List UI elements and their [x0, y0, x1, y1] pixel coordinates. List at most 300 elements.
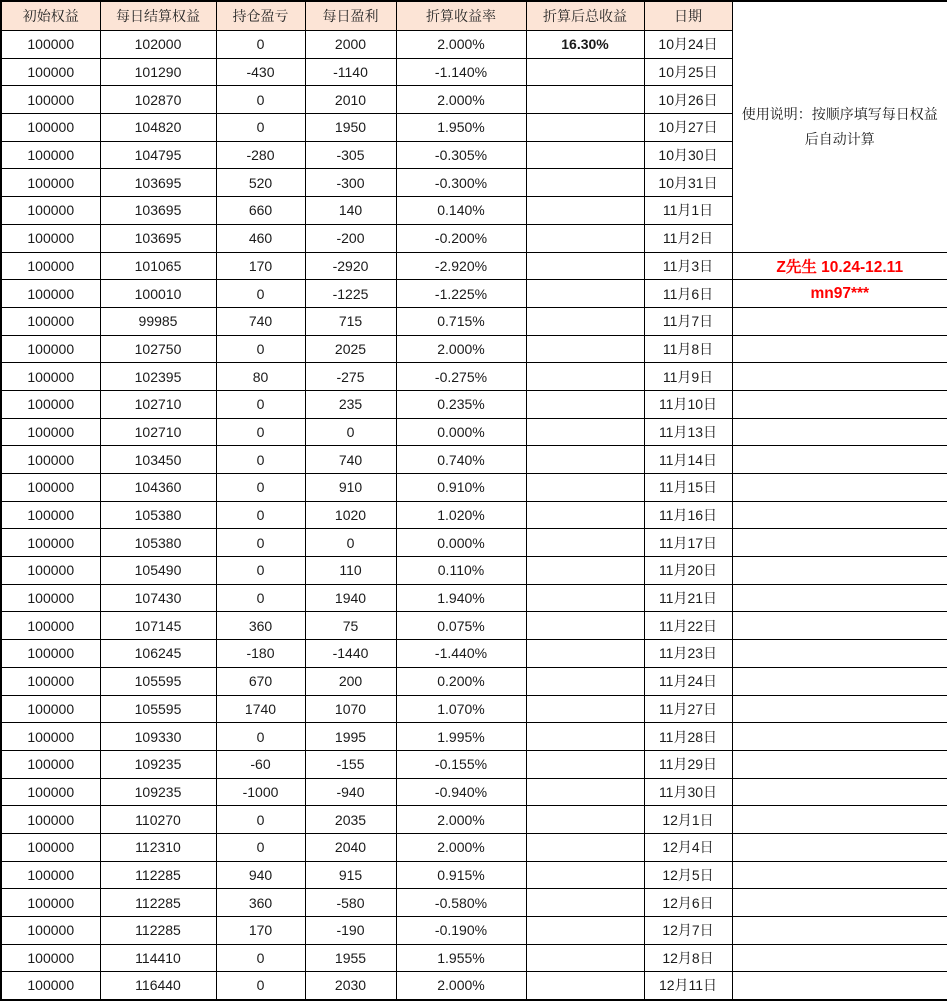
side-empty-cell[interactable]	[732, 667, 947, 695]
cell-total-return[interactable]	[526, 474, 644, 502]
side-empty-cell[interactable]	[732, 418, 947, 446]
cell-date[interactable]: 11月30日	[644, 778, 732, 806]
cell-daily-profit[interactable]: 2000	[305, 31, 396, 59]
table-row	[1, 363, 947, 391]
cell-initial-equity[interactable]: 100000	[1, 557, 100, 585]
cell-total-return[interactable]	[526, 750, 644, 778]
side-empty-cell[interactable]	[732, 584, 947, 612]
cell-initial-equity[interactable]: 100000	[1, 58, 100, 86]
cell-settlement-equity[interactable]: 102750	[100, 335, 216, 363]
cell-date[interactable]: 12月11日	[644, 972, 732, 1000]
cell-daily-profit[interactable]: 2035	[305, 806, 396, 834]
side-empty-cell[interactable]	[732, 335, 947, 363]
cell-date[interactable]: 11月27日	[644, 695, 732, 723]
cell-date[interactable]: 12月4日	[644, 833, 732, 861]
cell-initial-equity[interactable]: 100000	[1, 750, 100, 778]
side-empty-cell[interactable]	[732, 806, 947, 834]
cell-position-pnl[interactable]: 0	[216, 280, 305, 308]
cell-total-return[interactable]	[526, 861, 644, 889]
cell-settlement-equity[interactable]: 103450	[100, 446, 216, 474]
cell-position-pnl[interactable]: 170	[216, 252, 305, 280]
cell-daily-profit[interactable]: 1020	[305, 501, 396, 529]
side-empty-cell[interactable]	[732, 778, 947, 806]
cell-initial-equity[interactable]: 100000	[1, 114, 100, 142]
cell-daily-profit[interactable]: 75	[305, 612, 396, 640]
cell-settlement-equity[interactable]: 102710	[100, 418, 216, 446]
cell-return-rate[interactable]: 2.000%	[396, 972, 526, 1000]
cell-settlement-equity[interactable]: 105380	[100, 501, 216, 529]
cell-daily-profit[interactable]: 1950	[305, 114, 396, 142]
cell-settlement-equity[interactable]: 102000	[100, 31, 216, 59]
cell-date[interactable]: 11月28日	[644, 723, 732, 751]
table-row	[1, 307, 947, 335]
cell-total-return[interactable]	[526, 307, 644, 335]
cell-settlement-equity[interactable]: 105595	[100, 695, 216, 723]
cell-initial-equity[interactable]: 100000	[1, 612, 100, 640]
cell-initial-equity[interactable]: 100000	[1, 335, 100, 363]
cell-total-return[interactable]	[526, 335, 644, 363]
cell-return-rate[interactable]: 0.915%	[396, 861, 526, 889]
side-empty-cell[interactable]	[732, 501, 947, 529]
cell-total-return[interactable]	[526, 114, 644, 142]
cell-settlement-equity[interactable]: 99985	[100, 307, 216, 335]
cell-return-rate[interactable]: 1.940%	[396, 584, 526, 612]
header-settlement-equity[interactable]: 每日结算权益	[100, 1, 216, 31]
cell-settlement-equity[interactable]: 103695	[100, 197, 216, 225]
cell-daily-profit[interactable]: -2920	[305, 252, 396, 280]
table-row	[1, 944, 947, 972]
cell-total-return[interactable]	[526, 224, 644, 252]
cell-initial-equity[interactable]: 100000	[1, 944, 100, 972]
cell-initial-equity[interactable]: 100000	[1, 280, 100, 308]
cell-return-rate[interactable]: -1.225%	[396, 280, 526, 308]
cell-return-rate[interactable]: 2.000%	[396, 806, 526, 834]
cell-settlement-equity[interactable]: 112310	[100, 833, 216, 861]
cell-daily-profit[interactable]: 0	[305, 418, 396, 446]
cell-total-return[interactable]	[526, 86, 644, 114]
cell-return-rate[interactable]: 0.000%	[396, 529, 526, 557]
table-row	[1, 640, 947, 668]
cell-return-rate[interactable]: -0.300%	[396, 169, 526, 197]
cell-daily-profit[interactable]: 110	[305, 557, 396, 585]
cell-total-return[interactable]	[526, 695, 644, 723]
cell-date[interactable]: 11月22日	[644, 612, 732, 640]
cell-initial-equity[interactable]: 100000	[1, 224, 100, 252]
cell-daily-profit[interactable]: 915	[305, 861, 396, 889]
cell-date[interactable]: 10月31日	[644, 169, 732, 197]
cell-initial-equity[interactable]: 100000	[1, 695, 100, 723]
cell-total-return[interactable]	[526, 972, 644, 1000]
cell-total-return[interactable]	[526, 280, 644, 308]
cell-position-pnl[interactable]: 0	[216, 833, 305, 861]
cell-date[interactable]: 11月10日	[644, 390, 732, 418]
cell-return-rate[interactable]: 1.070%	[396, 695, 526, 723]
cell-total-return[interactable]: 16.30%	[526, 31, 644, 59]
cell-position-pnl[interactable]: 0	[216, 723, 305, 751]
cell-total-return[interactable]	[526, 501, 644, 529]
side-empty-cell[interactable]	[732, 972, 947, 1000]
side-empty-cell[interactable]	[732, 640, 947, 668]
cell-date[interactable]: 12月1日	[644, 806, 732, 834]
cell-date[interactable]: 10月25日	[644, 58, 732, 86]
cell-total-return[interactable]	[526, 667, 644, 695]
cell-date[interactable]: 10月26日	[644, 86, 732, 114]
cell-position-pnl[interactable]: 170	[216, 917, 305, 945]
cell-return-rate[interactable]: 0.235%	[396, 390, 526, 418]
cell-daily-profit[interactable]: -190	[305, 917, 396, 945]
cell-position-pnl[interactable]: 0	[216, 446, 305, 474]
side-empty-cell[interactable]	[732, 917, 947, 945]
cell-position-pnl[interactable]: 0	[216, 501, 305, 529]
cell-date[interactable]: 12月8日	[644, 944, 732, 972]
table-row	[1, 446, 947, 474]
cell-date[interactable]: 11月9日	[644, 363, 732, 391]
cell-return-rate[interactable]: 0.110%	[396, 557, 526, 585]
cell-position-pnl[interactable]: 0	[216, 972, 305, 1000]
cell-initial-equity[interactable]: 100000	[1, 778, 100, 806]
cell-total-return[interactable]	[526, 640, 644, 668]
cell-date[interactable]: 11月20日	[644, 557, 732, 585]
cell-return-rate[interactable]: 0.715%	[396, 307, 526, 335]
cell-return-rate[interactable]: 0.075%	[396, 612, 526, 640]
cell-return-rate[interactable]: -2.920%	[396, 252, 526, 280]
cell-position-pnl[interactable]: 0	[216, 529, 305, 557]
cell-position-pnl[interactable]: 0	[216, 390, 305, 418]
cell-total-return[interactable]	[526, 529, 644, 557]
cell-settlement-equity[interactable]: 104795	[100, 141, 216, 169]
cell-initial-equity[interactable]: 100000	[1, 474, 100, 502]
cell-initial-equity[interactable]: 100000	[1, 529, 100, 557]
cell-initial-equity[interactable]: 100000	[1, 861, 100, 889]
usage-note-line1: 使用说明：按顺序填写每日权益	[741, 106, 938, 123]
cell-settlement-equity[interactable]: 114410	[100, 944, 216, 972]
cell-initial-equity[interactable]: 100000	[1, 806, 100, 834]
header-daily-profit[interactable]: 每日盈利	[305, 1, 396, 31]
cell-daily-profit[interactable]: 715	[305, 307, 396, 335]
cell-settlement-equity[interactable]: 103695	[100, 224, 216, 252]
cell-date[interactable]: 12月6日	[644, 889, 732, 917]
cell-total-return[interactable]	[526, 833, 644, 861]
side-empty-cell[interactable]	[732, 529, 947, 557]
cell-initial-equity[interactable]: 100000	[1, 141, 100, 169]
cell-settlement-equity[interactable]: 101290	[100, 58, 216, 86]
cell-date[interactable]: 11月15日	[644, 474, 732, 502]
cell-date[interactable]: 11月8日	[644, 335, 732, 363]
cell-settlement-equity[interactable]: 104820	[100, 114, 216, 142]
cell-return-rate[interactable]: 1.950%	[396, 114, 526, 142]
side-empty-cell[interactable]	[732, 723, 947, 751]
cell-position-pnl[interactable]: 660	[216, 197, 305, 225]
cell-position-pnl[interactable]: 0	[216, 806, 305, 834]
cell-date[interactable]: 11月13日	[644, 418, 732, 446]
cell-daily-profit[interactable]: 2025	[305, 335, 396, 363]
cell-daily-profit[interactable]: -1140	[305, 58, 396, 86]
cell-initial-equity[interactable]: 100000	[1, 31, 100, 59]
side-empty-cell[interactable]	[732, 889, 947, 917]
cell-position-pnl[interactable]: 1740	[216, 695, 305, 723]
cell-initial-equity[interactable]: 100000	[1, 307, 100, 335]
cell-total-return[interactable]	[526, 723, 644, 751]
side-empty-cell[interactable]	[732, 557, 947, 585]
cell-date[interactable]: 10月30日	[644, 141, 732, 169]
cell-settlement-equity[interactable]: 112285	[100, 861, 216, 889]
cell-settlement-equity[interactable]: 102710	[100, 390, 216, 418]
account-note-cell[interactable]: mn97***	[732, 280, 947, 308]
table-row	[1, 557, 947, 585]
cell-position-pnl[interactable]: 360	[216, 889, 305, 917]
cell-position-pnl[interactable]: 0	[216, 474, 305, 502]
cell-daily-profit[interactable]: 235	[305, 390, 396, 418]
table-row	[1, 750, 947, 778]
usage-note-cell[interactable]	[732, 1, 947, 252]
cell-return-rate[interactable]: -0.275%	[396, 363, 526, 391]
cell-initial-equity[interactable]: 100000	[1, 446, 100, 474]
cell-total-return[interactable]	[526, 584, 644, 612]
side-empty-cell[interactable]	[732, 861, 947, 889]
cell-position-pnl[interactable]: 740	[216, 307, 305, 335]
cell-return-rate[interactable]: 0.140%	[396, 197, 526, 225]
cell-date[interactable]: 11月14日	[644, 446, 732, 474]
header-date[interactable]: 日期	[644, 1, 732, 31]
header-return-rate[interactable]: 折算收益率	[396, 1, 526, 31]
cell-return-rate[interactable]: 0.000%	[396, 418, 526, 446]
cell-daily-profit[interactable]: -300	[305, 169, 396, 197]
cell-settlement-equity[interactable]: 112285	[100, 889, 216, 917]
cell-daily-profit[interactable]: 1070	[305, 695, 396, 723]
table-row	[1, 612, 947, 640]
cell-return-rate[interactable]: -0.305%	[396, 141, 526, 169]
cell-daily-profit[interactable]: -940	[305, 778, 396, 806]
cell-date[interactable]: 11月6日	[644, 280, 732, 308]
cell-date[interactable]: 10月27日	[644, 114, 732, 142]
cell-total-return[interactable]	[526, 778, 644, 806]
cell-daily-profit[interactable]: 200	[305, 667, 396, 695]
cell-date[interactable]: 11月7日	[644, 307, 732, 335]
cell-return-rate[interactable]: 0.740%	[396, 446, 526, 474]
table-row	[1, 501, 947, 529]
cell-daily-profit[interactable]: -275	[305, 363, 396, 391]
cell-settlement-equity[interactable]: 102395	[100, 363, 216, 391]
cell-daily-profit[interactable]: 2010	[305, 86, 396, 114]
cell-position-pnl[interactable]: 670	[216, 667, 305, 695]
cell-daily-profit[interactable]: -1225	[305, 280, 396, 308]
cell-settlement-equity[interactable]: 103695	[100, 169, 216, 197]
cell-initial-equity[interactable]: 100000	[1, 418, 100, 446]
cell-initial-equity[interactable]: 100000	[1, 363, 100, 391]
side-empty-cell[interactable]	[732, 363, 947, 391]
cell-date[interactable]: 12月7日	[644, 917, 732, 945]
cell-total-return[interactable]	[526, 446, 644, 474]
cell-position-pnl[interactable]: 360	[216, 612, 305, 640]
cell-settlement-equity[interactable]: 116440	[100, 972, 216, 1000]
cell-settlement-equity[interactable]: 109330	[100, 723, 216, 751]
cell-return-rate[interactable]: 2.000%	[396, 335, 526, 363]
cell-position-pnl[interactable]: 0	[216, 557, 305, 585]
table-row	[1, 335, 947, 363]
cell-position-pnl[interactable]: 0	[216, 335, 305, 363]
header-initial-equity[interactable]: 初始权益	[1, 1, 100, 31]
cell-initial-equity[interactable]: 100000	[1, 390, 100, 418]
cell-total-return[interactable]	[526, 612, 644, 640]
cell-date[interactable]: 11月3日	[644, 252, 732, 280]
cell-return-rate[interactable]: 1.020%	[396, 501, 526, 529]
cell-total-return[interactable]	[526, 806, 644, 834]
cell-date[interactable]: 11月1日	[644, 197, 732, 225]
cell-settlement-equity[interactable]: 106245	[100, 640, 216, 668]
cell-settlement-equity[interactable]: 107145	[100, 612, 216, 640]
cell-initial-equity[interactable]: 100000	[1, 86, 100, 114]
cell-return-rate[interactable]: 1.995%	[396, 723, 526, 751]
side-empty-cell[interactable]	[732, 446, 947, 474]
cell-position-pnl[interactable]: 0	[216, 584, 305, 612]
side-empty-cell[interactable]	[732, 390, 947, 418]
cell-total-return[interactable]	[526, 390, 644, 418]
cell-position-pnl[interactable]: 0	[216, 114, 305, 142]
header-total-return[interactable]: 折算后总收益	[526, 1, 644, 31]
cell-initial-equity[interactable]: 100000	[1, 889, 100, 917]
usage-note-line2: 后自动计算	[804, 130, 875, 147]
cell-settlement-equity[interactable]: 102870	[100, 86, 216, 114]
cell-return-rate[interactable]: 0.200%	[396, 667, 526, 695]
cell-settlement-equity[interactable]: 110270	[100, 806, 216, 834]
table-row	[1, 529, 947, 557]
cell-daily-profit[interactable]: -580	[305, 889, 396, 917]
spreadsheet-body	[1, 1, 947, 1000]
cell-total-return[interactable]	[526, 169, 644, 197]
table-row	[1, 418, 947, 446]
cell-initial-equity[interactable]: 100000	[1, 197, 100, 225]
cell-return-rate[interactable]: 2.000%	[396, 86, 526, 114]
cell-initial-equity[interactable]: 100000	[1, 723, 100, 751]
cell-position-pnl[interactable]: -280	[216, 141, 305, 169]
cell-initial-equity[interactable]: 100000	[1, 169, 100, 197]
cell-total-return[interactable]	[526, 58, 644, 86]
cell-initial-equity[interactable]: 100000	[1, 501, 100, 529]
table-row	[1, 972, 947, 1000]
side-empty-cell[interactable]	[732, 695, 947, 723]
cell-position-pnl[interactable]: 460	[216, 224, 305, 252]
cell-initial-equity[interactable]: 100000	[1, 252, 100, 280]
cell-daily-profit[interactable]: 1995	[305, 723, 396, 751]
cell-daily-profit[interactable]: -155	[305, 750, 396, 778]
cell-total-return[interactable]	[526, 557, 644, 585]
cell-daily-profit[interactable]: 2040	[305, 833, 396, 861]
cell-date[interactable]: 10月24日	[644, 31, 732, 59]
cell-date[interactable]: 11月16日	[644, 501, 732, 529]
table-row	[1, 861, 947, 889]
cell-initial-equity[interactable]: 100000	[1, 640, 100, 668]
cell-date[interactable]: 11月24日	[644, 667, 732, 695]
cell-settlement-equity[interactable]: 104360	[100, 474, 216, 502]
cell-return-rate[interactable]: 2.000%	[396, 833, 526, 861]
side-empty-cell[interactable]	[732, 750, 947, 778]
cell-position-pnl[interactable]: 0	[216, 86, 305, 114]
cell-position-pnl[interactable]: 80	[216, 363, 305, 391]
side-empty-cell[interactable]	[732, 474, 947, 502]
header-row	[1, 1, 947, 31]
cell-daily-profit[interactable]: 1955	[305, 944, 396, 972]
cell-position-pnl[interactable]: 0	[216, 944, 305, 972]
cell-initial-equity[interactable]: 100000	[1, 584, 100, 612]
cell-return-rate[interactable]: -1.440%	[396, 640, 526, 668]
cell-return-rate[interactable]: 1.955%	[396, 944, 526, 972]
cell-daily-profit[interactable]: 140	[305, 197, 396, 225]
cell-position-pnl[interactable]: -430	[216, 58, 305, 86]
cell-total-return[interactable]	[526, 197, 644, 225]
cell-daily-profit[interactable]: 1940	[305, 584, 396, 612]
cell-total-return[interactable]	[526, 889, 644, 917]
cell-daily-profit[interactable]: -305	[305, 141, 396, 169]
cell-total-return[interactable]	[526, 917, 644, 945]
cell-return-rate[interactable]: -0.190%	[396, 917, 526, 945]
cell-daily-profit[interactable]: 0	[305, 529, 396, 557]
cell-total-return[interactable]	[526, 944, 644, 972]
cell-position-pnl[interactable]: -60	[216, 750, 305, 778]
cell-total-return[interactable]	[526, 252, 644, 280]
cell-position-pnl[interactable]: 0	[216, 418, 305, 446]
table-row	[1, 695, 947, 723]
cell-total-return[interactable]	[526, 363, 644, 391]
side-empty-cell[interactable]	[732, 307, 947, 335]
cell-settlement-equity[interactable]: 105595	[100, 667, 216, 695]
cell-daily-profit[interactable]: 740	[305, 446, 396, 474]
cell-daily-profit[interactable]: 2030	[305, 972, 396, 1000]
cell-date[interactable]: 11月17日	[644, 529, 732, 557]
account-note-cell[interactable]: Z先生 10.24-12.11	[732, 252, 947, 280]
cell-total-return[interactable]	[526, 141, 644, 169]
cell-settlement-equity[interactable]: 109235	[100, 778, 216, 806]
cell-position-pnl[interactable]: -1000	[216, 778, 305, 806]
cell-position-pnl[interactable]: 520	[216, 169, 305, 197]
cell-daily-profit[interactable]: -1440	[305, 640, 396, 668]
cell-settlement-equity[interactable]: 105380	[100, 529, 216, 557]
header-position-pnl[interactable]: 持仓盈亏	[216, 1, 305, 31]
side-empty-cell[interactable]	[732, 944, 947, 972]
cell-date[interactable]: 11月23日	[644, 640, 732, 668]
cell-date[interactable]: 11月2日	[644, 224, 732, 252]
cell-initial-equity[interactable]: 100000	[1, 972, 100, 1000]
cell-settlement-equity[interactable]: 100010	[100, 280, 216, 308]
cell-total-return[interactable]	[526, 418, 644, 446]
cell-initial-equity[interactable]: 100000	[1, 667, 100, 695]
cell-date[interactable]: 11月29日	[644, 750, 732, 778]
cell-return-rate[interactable]: 2.000%	[396, 31, 526, 59]
side-empty-cell[interactable]	[732, 612, 947, 640]
cell-initial-equity[interactable]: 100000	[1, 917, 100, 945]
cell-return-rate[interactable]: 0.910%	[396, 474, 526, 502]
cell-position-pnl[interactable]: -180	[216, 640, 305, 668]
cell-daily-profit[interactable]: -200	[305, 224, 396, 252]
cell-settlement-equity[interactable]: 109235	[100, 750, 216, 778]
cell-position-pnl[interactable]: 0	[216, 31, 305, 59]
cell-settlement-equity[interactable]: 112285	[100, 917, 216, 945]
cell-return-rate[interactable]: -0.155%	[396, 750, 526, 778]
cell-return-rate[interactable]: -0.940%	[396, 778, 526, 806]
cell-settlement-equity[interactable]: 105490	[100, 557, 216, 585]
cell-return-rate[interactable]: -1.140%	[396, 58, 526, 86]
cell-position-pnl[interactable]: 940	[216, 861, 305, 889]
cell-date[interactable]: 11月21日	[644, 584, 732, 612]
cell-daily-profit[interactable]: 910	[305, 474, 396, 502]
cell-return-rate[interactable]: -0.580%	[396, 889, 526, 917]
cell-date[interactable]: 12月5日	[644, 861, 732, 889]
cell-settlement-equity[interactable]: 101065	[100, 252, 216, 280]
cell-return-rate[interactable]: -0.200%	[396, 224, 526, 252]
cell-settlement-equity[interactable]: 107430	[100, 584, 216, 612]
side-empty-cell[interactable]	[732, 833, 947, 861]
table-row	[1, 584, 947, 612]
cell-initial-equity[interactable]: 100000	[1, 833, 100, 861]
